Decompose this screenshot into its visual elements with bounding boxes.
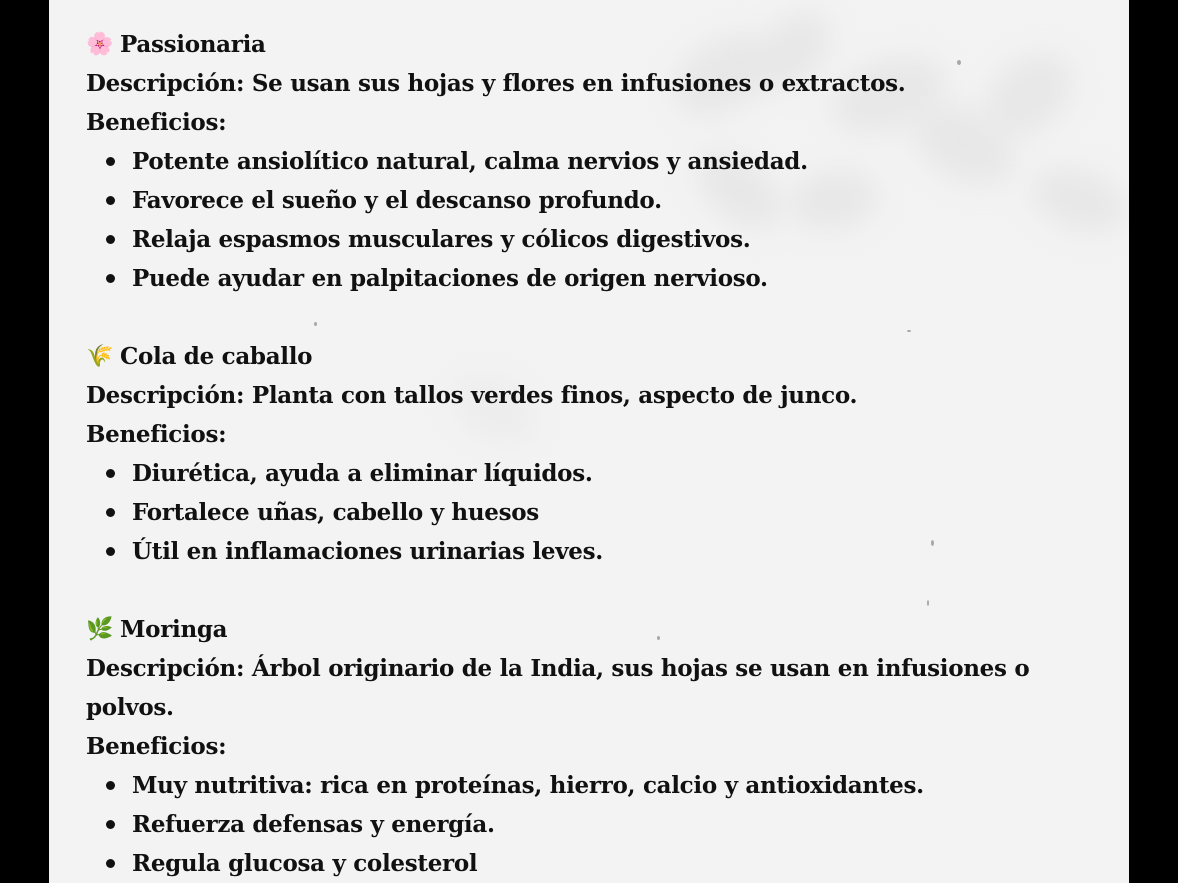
benefit-text: Potente ansiolítico natural, calma nervios y ansiedad. [132,148,808,175]
plant-name: Passionaria [120,31,266,58]
document-content [86,25,1116,883]
list-item [106,532,1116,571]
bullet-icon [106,157,115,166]
list-item [106,844,1116,883]
benefit-text: Muy nutritiva: rica en proteínas, hierro, calcio y antioxidantes. [132,772,924,799]
bullet-icon [106,781,115,790]
benefits-list [86,454,1116,571]
benefit-text: Útil en inflamaciones urinarias leves. [132,538,603,565]
benefits-label: Beneficios: [86,421,227,448]
description: Descripción: Árbol originario de la India, sus hojas se usan en infusiones o polvos. [86,655,1030,721]
cherry-blossom-icon: 🌸 [86,32,114,57]
benefit-text: Fortalece uñas, cabello y huesos [132,499,539,526]
benefits-list [86,766,1116,883]
bullet-icon [106,859,115,868]
list-item [106,493,1116,532]
section-passionaria [86,25,1116,298]
bullet-icon [106,508,115,517]
description: Descripción: Planta con tallos verdes finos, aspecto de junco. [86,382,858,409]
section-title [86,25,1116,64]
list-item [106,220,1116,259]
section-title [86,610,1116,649]
section-title [86,337,1116,376]
benefit-text: Regula glucosa y colesterol [132,850,478,877]
benefit-text: Puede ayudar en palpitaciones de origen nervioso. [132,265,768,292]
list-item [106,454,1116,493]
bullet-icon [106,547,115,556]
benefit-text: Relaja espasmos musculares y cólicos digestivos. [132,226,751,253]
plant-name: Cola de caballo [120,343,313,370]
list-item [106,766,1116,805]
plant-name: Moringa [120,616,228,643]
bullet-icon [106,196,115,205]
benefits-label: Beneficios: [86,733,227,760]
list-item [106,259,1116,298]
benefits-label: Beneficios: [86,109,227,136]
list-item [106,181,1116,220]
bullet-icon [106,469,115,478]
list-item [106,142,1116,181]
benefit-text: Refuerza defensas y energía. [132,811,495,838]
herb-icon: 🌿 [86,617,114,642]
benefits-list [86,142,1116,298]
bullet-icon [106,274,115,283]
bullet-icon [106,235,115,244]
sheaf-of-rice-icon: 🌾 [86,344,114,369]
bullet-icon [106,820,115,829]
benefit-text: Favorece el sueño y el descanso profundo. [132,187,662,214]
benefit-text: Diurética, ayuda a eliminar líquidos. [132,460,593,487]
list-item [106,805,1116,844]
paper-background [49,0,1129,883]
description: Descripción: Se usan sus hojas y flores en infusiones o extractos. [86,70,906,97]
section-moringa [86,610,1116,883]
section-cola-de-caballo [86,337,1116,571]
